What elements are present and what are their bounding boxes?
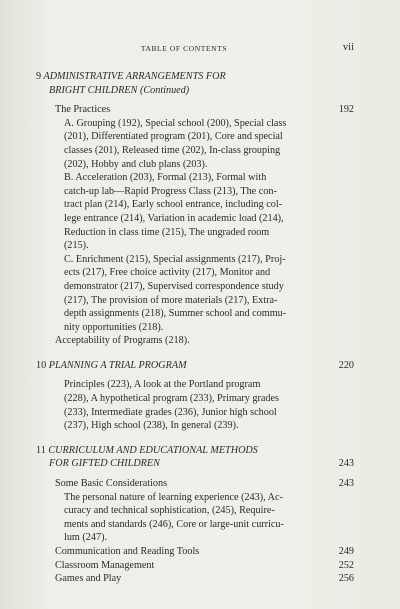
chapter-number: 11 <box>36 444 46 456</box>
chapter-10 <box>36 359 354 433</box>
toc-entry <box>36 477 354 491</box>
continued-label: (Continued) <box>139 84 190 96</box>
chapter-page: 243 <box>338 458 354 470</box>
toc-entry <box>36 572 354 586</box>
toc-entry <box>36 545 354 559</box>
section-page: 252 <box>338 559 354 571</box>
section-page: 192 <box>338 104 354 116</box>
section-title: Some Basic Considerations <box>55 478 168 490</box>
section-title: The Practices <box>55 104 111 116</box>
chapter-title-continued: FOR GIFTED CHILDREN <box>49 458 160 470</box>
section-title: Communication and Reading Tools <box>55 546 200 557</box>
subsection-paragraph: The personal nature of learning experience (243), Ac- curacy and technical sophistication, (245), Require- ments and standards (246), Core or large-unit curricu- lum (247). <box>64 491 284 544</box>
subsection-paragraph: B. Acceleration (203), Formal (213), Formal with catch-up lab—Rapid Progress Class (213), The con- tract plan (214), Early school entrance, including col- lege entrance (214), Variation in academic load (214), Reduction in class time (215), The ungraded room (215). <box>64 172 284 252</box>
chapter-title-continued: BRIGHT CHILDREN <box>49 84 138 96</box>
subsection-paragraph: Principles (223), A look at the Portland program (228), A hypothetical program (233), Primary grades (233), Intermediate grades (236), Junior high school (237), High school (238), In general (239). <box>64 379 280 432</box>
chapter-title: CURRICULUM AND EDUCATIONAL METHODS <box>48 444 258 456</box>
section-title: Classroom Management <box>55 559 155 571</box>
section-page: 256 <box>338 573 354 585</box>
toc-entry: Acceptability of Programs (218). <box>55 335 190 347</box>
chapter-page: 220 <box>338 359 354 371</box>
chapter-9 <box>36 70 354 348</box>
chapter-title: PLANNING A TRIAL PROGRAM <box>48 359 187 371</box>
section-page: 249 <box>338 546 354 557</box>
page-number: vii <box>342 42 354 53</box>
page-header <box>0 42 400 56</box>
toc-entry <box>36 559 354 573</box>
chapter-number: 10 <box>36 359 47 371</box>
toc-content <box>36 70 354 586</box>
chapter-number: 9 <box>36 71 42 82</box>
subsection-paragraph: A. Grouping (192), Special school (200), Special class (201), Differentiated program (201), Core and special classes (201), Released time (202), In-class grouping (202), Hobby and club plans (203). <box>64 117 287 170</box>
subsection-paragraph: C. Enrichment (215), Special assignments (217), Proj- ects (217), Free choice activity (217), Monitor and demonstrator (217), Supervised correspondence study (217), The provision of more materials (217), Extra- depth assignments (218), Summer school and commu- nity opportunities (218). <box>64 253 287 333</box>
chapter-title: ADMINISTRATIVE ARRANGEMENTS FOR <box>43 71 226 82</box>
toc-entry <box>36 103 354 117</box>
chapter-11 <box>36 444 354 586</box>
section-page: 243 <box>338 478 354 490</box>
section-title: Games and Play <box>55 573 122 585</box>
running-head: TABLE OF CONTENTS <box>140 44 228 53</box>
